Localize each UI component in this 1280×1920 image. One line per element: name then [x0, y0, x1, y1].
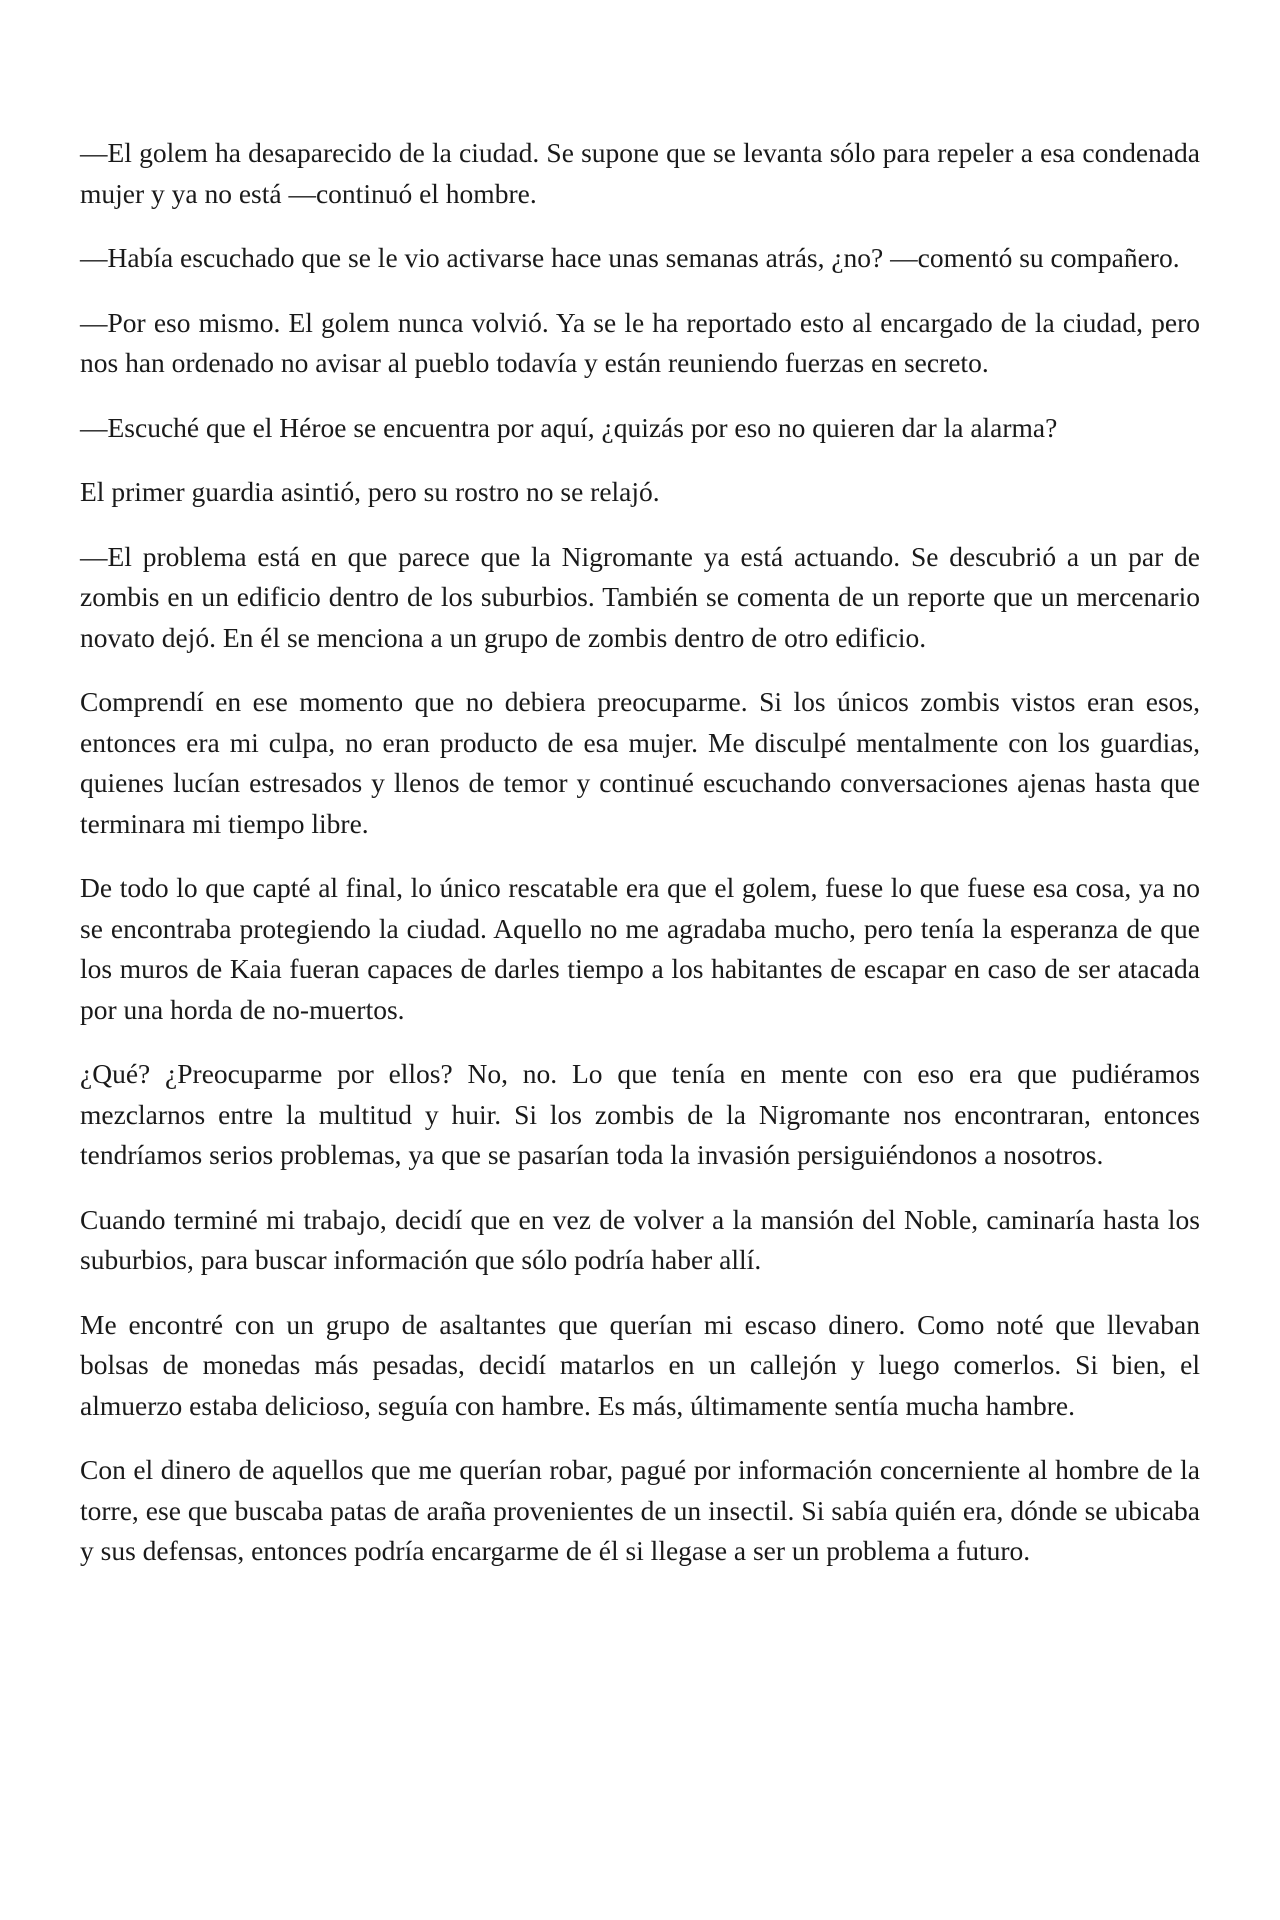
paragraph-narration-blend-in: ¿Qué? ¿Preocuparme por ellos? No, no. Lo que tenía en mente con eso era que pudiéramos mezclarnos entre la multitud y huir. Si los zombis de la Nigromante nos encontraran, entonces tendríamos serios problemas, ya que se pasarían toda la invasión persiguiéndonos a nosotros.	[80, 1058, 1200, 1170]
paragraph-dialogue-golem-activated: —Había escuchado que se le vio activarse hace unas semanas atrás, ¿no? —comentó su compañero.	[80, 242, 1180, 273]
paragraph-narration-my-fault: Comprendí en ese momento que no debiera preocuparme. Si los únicos zombis vistos eran esos, entonces era mi culpa, no eran producto de esa mujer. Me disculpé mentalmente con los guardias, quienes lucían estresados y llenos de temor y continué escuchando conversaciones ajenas hasta que terminara mi tiempo libre.	[80, 686, 1200, 839]
paragraph-narration-golem-gone: De todo lo que capté al final, lo único rescatable era que el golem, fuese lo que fuese esa cosa, ya no se encontraba protegiendo la ciudad. Aquello no me agradaba mucho, pero tenía la esperanza de que los muros de Kaia fueran capaces de darles tiempo a los habitantes de escapar en caso de ser atacada por una horda de no-muertos.	[80, 872, 1200, 1025]
paragraph-dialogue-golem-disappeared: —El golem ha desaparecido de la ciudad. Se supone que se levanta sólo para repeler a esa condenada mujer y ya no está —continuó el hombre.	[80, 137, 1200, 209]
paragraph-narration-walk-to-suburbs: Cuando terminé mi trabajo, decidí que en vez de volver a la mansión del Noble, caminaría hasta los suburbios, para buscar información que sólo podría haber allí.	[80, 1203, 1200, 1275]
paragraph-narration-assailants: Me encontré con un grupo de asaltantes que querían mi escaso dinero. Como noté que llevaban bolsas de monedas más pesadas, decidí matarlos en un callejón y luego comerlos. Si bien, el almuerzo estaba delicioso, seguía con hambre. Es más, últimamente sentía mucha hambre.	[80, 1308, 1200, 1421]
paragraph-dialogue-golem-never-returned: —Por eso mismo. El golem nunca volvió. Ya se le ha reportado esto al encargado de la ciudad, pero nos han ordenado no avisar al pueblo todavía y están reuniendo fuerzas en secreto.	[80, 306, 1200, 378]
paragraph-first-guard-nodded: El primer guardia asintió, pero su rostro no se relajó.	[80, 476, 660, 507]
paragraph-dialogue-hero-nearby: —Escuché que el Héroe se encuentra por aquí, ¿quizás por eso no quieren dar la alarma?	[80, 411, 1058, 443]
paragraph-narration-tower-man: Con el dinero de aquellos que me querían robar, pagué por información concerniente al hombre de la torre, ese que buscaba patas de araña provenientes de un insectil. Si sabía quién era, dónde se ubicaba y sus defensas, entonces podría encargarme de él si llegase a ser un problema a futuro.	[80, 1454, 1200, 1566]
paragraph-dialogue-necromancer-acting: —El problema está en que parece que la Nigromante ya está actuando. Se descubrió a un par de zombis en un edificio dentro de los suburbios. También se comenta de un reporte que un mercenario novato dejó. En él se menciona a un grupo de zombis dentro de otro edificio.	[80, 540, 1200, 653]
